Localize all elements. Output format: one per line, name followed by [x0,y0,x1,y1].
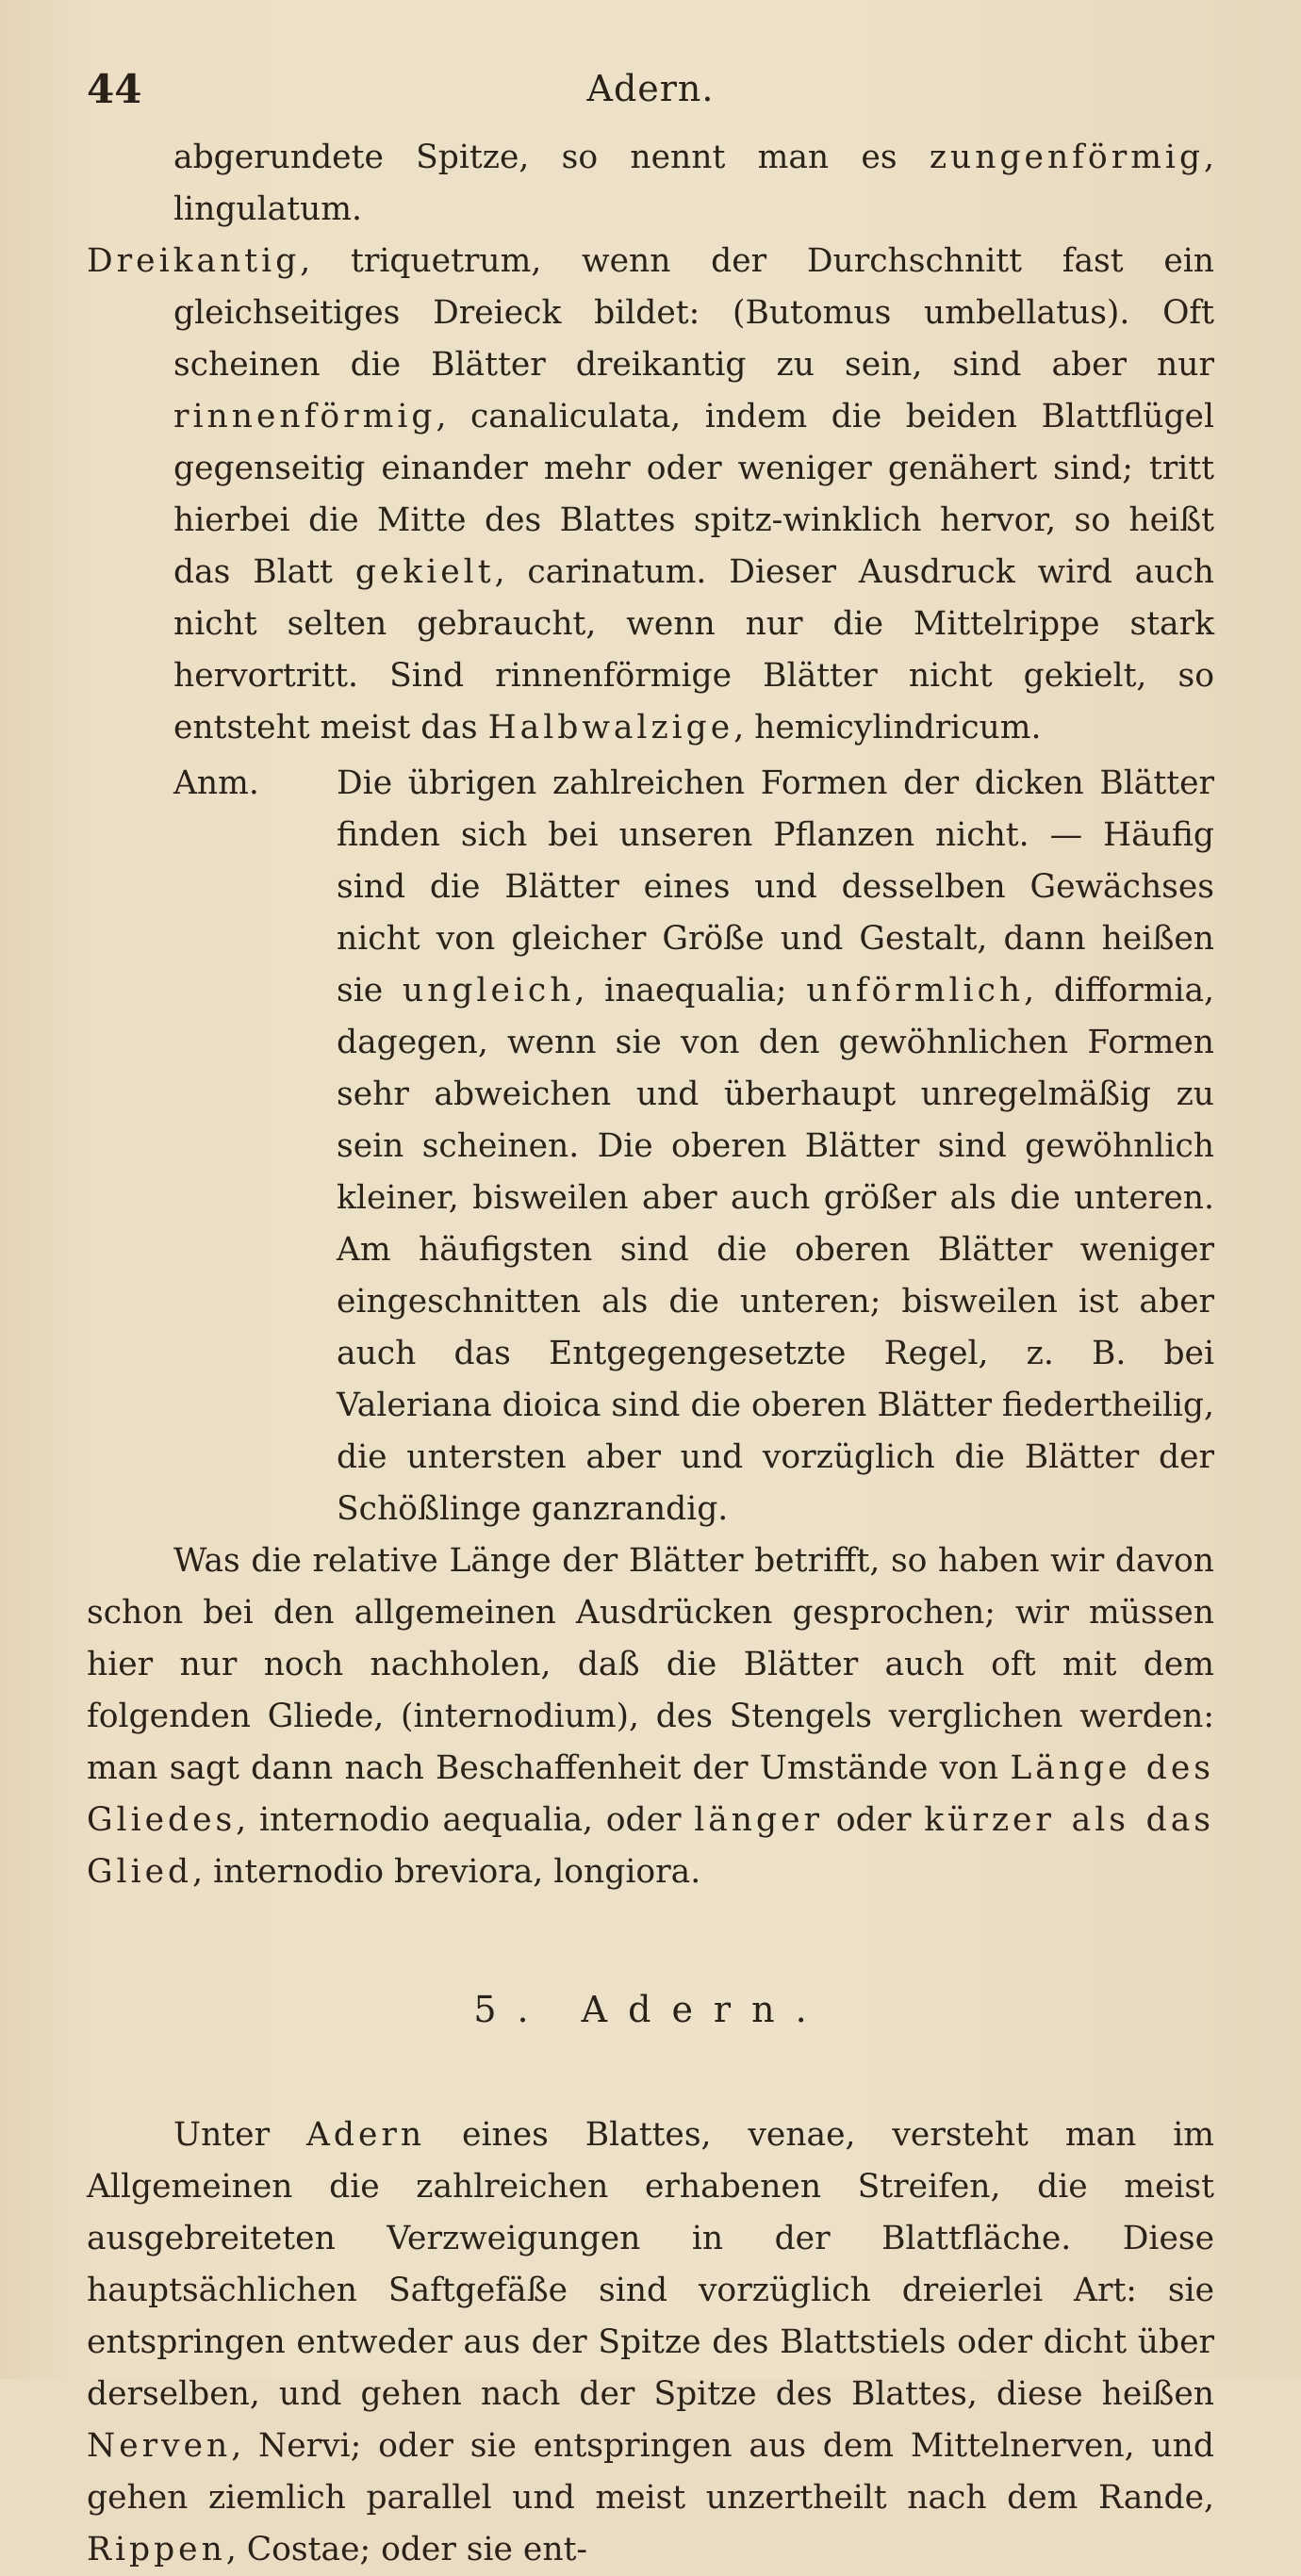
paragraph-relative-length [87,1535,1214,1898]
term-spaced: Nerven [87,2427,232,2465]
text-run: , internodio aequalia, oder [236,1801,695,1839]
term-spaced: rinnenförmig [173,398,436,435]
text-run: , canaliculata, indem die beiden Blattflügel gegenseitig einander mehr oder weniger genähert sind; tritt hierbei die Mitte des Blattes spitz-winklich hervor, so heißt das Blatt [173,398,1214,591]
term-spaced: Halbwalzige [487,709,734,747]
text-run: eines Blattes, venae, versteht man im Allgemeinen die zahlreichen erhabenen Streifen, die meist ausgebreiteten Verzweigungen in der Blattfläche. Diese hauptsächlichen Saftgefäße sind vorzüglich dreierlei Art: sie entspringen entweder aus der Spitze des Blattstiels oder dicht über derselben, und gehen nach der Spitze des Blattes, diese heißen [87,2116,1214,2413]
section-heading: 5. Adern. [473,1989,828,2030]
annotation-label: Anm. [173,764,259,802]
term-spaced: Adern [305,2116,426,2154]
term-spaced: Dreikantig [87,242,301,280]
term-spaced: länger [694,1801,824,1839]
text-run: Unter [173,2116,306,2154]
text-run: abgerundete Spitze, so nennt man es [173,139,930,176]
paragraph-dreikantig [87,236,1214,754]
term-spaced: zungenförmig [929,139,1205,176]
term-spaced: unförmlich [806,972,1025,1009]
paragraph-lingulatum [87,132,1214,236]
page-number: 44 [87,66,142,112]
text-run: , difformia, dagegen, wenn sie von den gewöhnlichen Formen sehr abweichen und überhaupt unregelmäßig zu sein scheinen. Die oberen Blätter sind gewöhnlich kleiner, bisweilen aber auch größer als die unteren. Am häufigsten sind die oberen Blätter weniger eingeschnitten als die unteren; bisweilen ist aber auch das Entgegengesetzte Regel, z. B. bei Valeriana dioica sind die oberen Blätter fiedertheilig, die untersten aber und vorzüglich die Blätter der Schößlinge ganzrandig. [337,972,1214,1528]
paragraph-adern [87,2109,1214,2576]
term-spaced: gekielt [354,553,495,591]
term-spaced: Rippen [87,2531,226,2568]
text-run: , Nervi; oder sie entspringen aus dem Mittelnerven, und gehen ziemlich parallel und meist unzertheilt nach dem Rande, [87,2427,1214,2517]
annotation-paragraph [87,758,1214,1535]
text-run: , carinatum. Dieser Ausdruck wird auch nicht selten gebraucht, wenn nur die Mittelrippe stark hervortritt. Sind rinnenförmige Blätter nicht gekielt, so entsteht meist das [173,553,1214,747]
text-run: Die übrigen zahlreichen Formen der dicken Blätter finden sich bei unseren Pflanzen nicht. — Häufig sind die Blätter eines und desselben Gewächses nicht von gleicher Größe und Gestalt, dann heißen sie [337,764,1214,1009]
text-run: , lingulatum. [173,139,1214,228]
text-run: , inaequalia; [574,972,807,1009]
term-spaced: ungleich [402,972,575,1009]
text-run: , internodio breviora, longiora. [192,1853,701,1891]
text-run: Was die relative Länge der Blätter betrifft, so haben wir davon schon bei den allgemeinen Ausdrücken gesprochen; wir müssen hier nur noch nachholen, daß die Blätter auch oft mit dem folgenden Gliede, (internodium), des Stengels verglichen werden: man sagt dann nach Beschaffenheit der Umstände von [87,1542,1214,1787]
text-run: , Costae; oder sie ent- [225,2531,588,2568]
term-spaced: Länge des Gliedes [87,1749,1214,1839]
page-header [87,66,1214,132]
running-title: Adern. [586,68,715,109]
term-spaced: kürzer als das Glied [87,1801,1215,1891]
text-run: oder [823,1801,925,1839]
text-run: , triquetrum, wenn der Durchschnitt fast ein gleichseitiges Dreieck bildet: (Butomus umbellatus). Oft scheinen die Blätter dreikantig zu sein, sind aber nur [173,242,1214,384]
text-run: , hemicylindricum. [733,709,1042,747]
